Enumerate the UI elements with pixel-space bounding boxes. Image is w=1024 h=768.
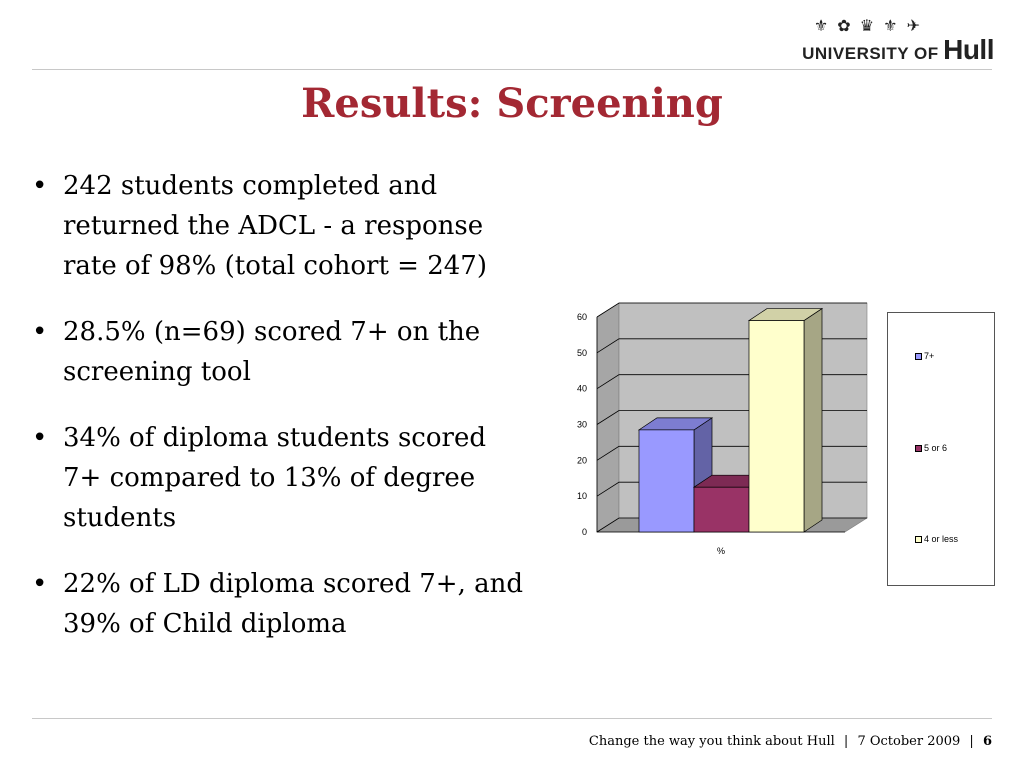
bar: [639, 430, 694, 532]
y-tick-label: 30: [576, 419, 587, 430]
legend-swatch: [915, 353, 922, 360]
legend-item: [915, 443, 947, 453]
legend-swatch: [915, 445, 922, 452]
legend-label: 7+: [924, 351, 935, 361]
legend-item: [915, 351, 934, 361]
footer-date: 7 October 2009: [857, 734, 961, 749]
page-number: 6: [982, 734, 992, 749]
bottom-divider: [32, 718, 992, 719]
bullet-icon: •: [32, 317, 48, 347]
bullet-icon: •: [32, 569, 48, 599]
bullet-item: [30, 564, 530, 644]
legend-swatch: [915, 536, 922, 543]
legend-label: 4 or less: [924, 534, 959, 544]
footer-tagline: Change the way you think about Hull: [588, 734, 835, 749]
chart-legend: [887, 312, 995, 586]
y-tick-label: 10: [576, 491, 587, 502]
university-logo: [794, 14, 994, 65]
bar: [694, 487, 749, 532]
bullet-text: 34% of diploma students scored 7+ compared to 13% of degree students: [63, 423, 486, 533]
bullet-text: 242 students completed and returned the ADCL - a response rate of 98% (total cohort = 247): [63, 171, 487, 281]
legend-label: 5 or 6: [924, 443, 948, 453]
logo-wordmark: [802, 34, 994, 66]
y-tick-label: 40: [576, 383, 587, 394]
y-tick-label: 60: [576, 312, 587, 322]
bullet-icon: •: [32, 171, 48, 201]
footer-separator: |: [843, 734, 849, 749]
bullet-list: [30, 166, 530, 670]
x-category-label: %: [716, 546, 726, 556]
bullet-text: 22% of LD diploma scored 7+, and 39% of Child diploma: [63, 569, 523, 639]
crest-icons: ⚜ ✿ ♛ ⚜ ✈: [813, 16, 922, 35]
bullet-item: [30, 418, 530, 538]
bullet-icon: •: [32, 423, 48, 453]
logo-big-text: Hull: [943, 34, 994, 65]
logo-small-text: UNIVERSITY OF: [802, 44, 939, 63]
y-tick-label: 0: [581, 527, 587, 537]
y-tick-label: 20: [576, 455, 587, 466]
y-tick-label: 50: [576, 347, 587, 358]
bar-chart: [555, 295, 870, 565]
top-divider: [32, 69, 992, 70]
bar-side: [804, 309, 822, 532]
footer-separator: |: [969, 734, 974, 749]
bullet-item: [30, 166, 530, 286]
footer: [589, 734, 992, 749]
bullet-item: [30, 312, 530, 392]
legend-item: [915, 534, 958, 544]
bar: [749, 321, 804, 532]
slide-title: Results: Screening: [301, 80, 723, 127]
bullet-text: 28.5% (n=69) scored 7+ on the screening tool: [63, 317, 481, 387]
